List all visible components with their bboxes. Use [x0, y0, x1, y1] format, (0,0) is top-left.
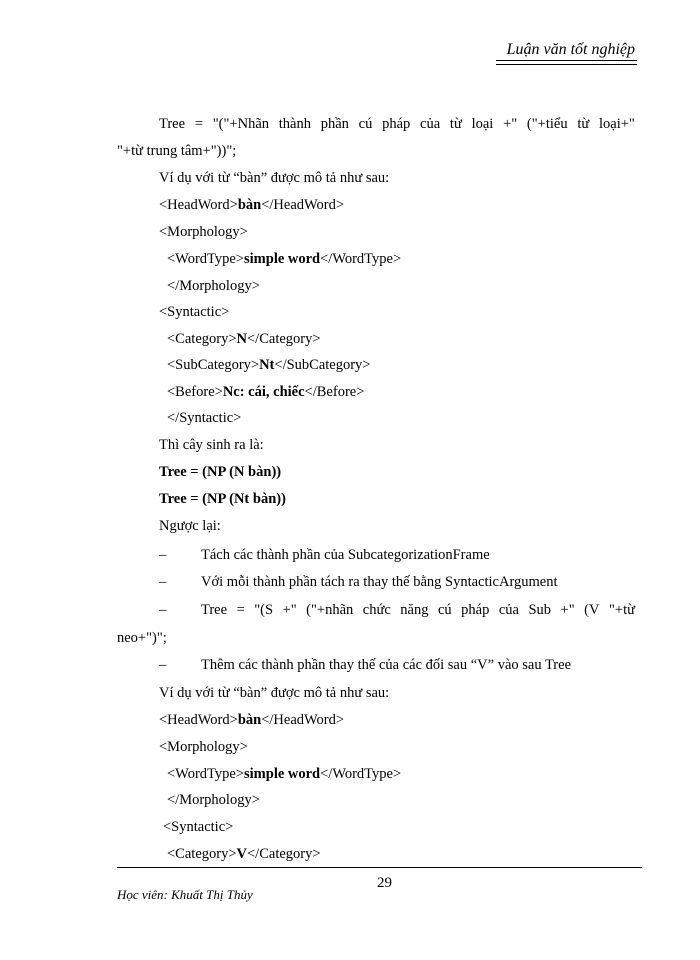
text-line: "+từ trung tâm+"))";	[117, 143, 237, 159]
word: từ	[577, 116, 590, 132]
bullet-dash: –	[159, 602, 167, 618]
word: loại	[471, 116, 494, 132]
word: Tree	[159, 116, 186, 132]
word: Sub	[528, 602, 552, 618]
bullet-item	[201, 601, 635, 619]
xml-line: <Category>V</Category>	[167, 846, 321, 862]
text-line: Ngược lại:	[159, 518, 221, 534]
bullet-item: Thêm các thành phần thay thế của các đối sau “V” vào sau Tree	[201, 657, 572, 673]
xml-line: <Morphology>	[159, 739, 248, 755]
header-rule	[496, 60, 637, 65]
word: =	[194, 116, 203, 132]
word: ("+tiểu	[526, 116, 568, 132]
xml-line: <Syntactic>	[159, 304, 230, 320]
word: pháp	[461, 602, 490, 618]
word: +"	[282, 602, 297, 618]
word: (V	[584, 602, 600, 618]
word: pháp	[382, 116, 411, 132]
xml-line: <WordType>simple word</WordType>	[167, 766, 402, 782]
word: năng	[400, 602, 429, 618]
word: +"	[503, 116, 518, 132]
word: Tree	[201, 602, 228, 618]
page-header-title: Luận văn tốt nghiệp	[506, 41, 635, 58]
word: của	[420, 116, 441, 132]
text-line	[159, 115, 635, 133]
page-number: 29	[377, 875, 392, 891]
word: "("+Nhãn	[212, 116, 270, 132]
xml-line: <Before>Nc: cái, chiếc</Before>	[167, 384, 365, 400]
word: loại+"	[598, 116, 635, 132]
xml-line: <Category>N</Category>	[167, 331, 321, 347]
word: "+từ	[608, 602, 635, 618]
word: chức	[362, 602, 391, 618]
bullet-dash: –	[159, 574, 167, 590]
word: cú	[358, 116, 373, 132]
bullet-item: Tách các thành phần của SubcategorizationFrame	[201, 547, 490, 563]
word: ("+nhãn	[306, 602, 354, 618]
xml-line: <SubCategory>Nt</SubCategory>	[167, 357, 371, 373]
xml-line: <WordType>simple word</WordType>	[167, 251, 402, 267]
footer-rule	[117, 867, 642, 868]
word: phần	[320, 116, 349, 132]
text-line: Ví dụ với từ “bàn” được mô tả như sau:	[159, 685, 390, 701]
text-line: Thì cây sinh ra là:	[159, 437, 264, 453]
bullet-item: Với mỗi thành phần tách ra thay thế bằng SyntacticArgument	[201, 574, 558, 590]
word: "(S	[254, 602, 274, 618]
xml-line: <Morphology>	[159, 224, 248, 240]
xml-line: <HeadWord>bàn</HeadWord>	[159, 197, 345, 213]
xml-line: <HeadWord>bàn</HeadWord>	[159, 712, 345, 728]
xml-line: <Syntactic>	[163, 819, 234, 835]
word: =	[236, 602, 245, 618]
word: thành	[278, 116, 311, 132]
text-line: Tree = (NP (N bàn))	[159, 464, 282, 480]
text-line: Ví dụ với từ “bàn” được mô tả như sau:	[159, 170, 390, 186]
word: cú	[437, 602, 452, 618]
xml-line: </Syntactic>	[167, 410, 242, 426]
bullet-dash: –	[159, 657, 167, 673]
xml-line: </Morphology>	[167, 278, 260, 294]
word: +"	[560, 602, 575, 618]
footer-author: Học viên: Khuất Thị Thủy	[117, 887, 253, 902]
bullet-dash: –	[159, 547, 167, 563]
xml-line: </Morphology>	[167, 792, 260, 808]
word: của	[498, 602, 519, 618]
text-line: neo+")";	[117, 630, 167, 646]
text-line: Tree = (NP (Nt bàn))	[159, 491, 286, 507]
word: từ	[449, 116, 462, 132]
